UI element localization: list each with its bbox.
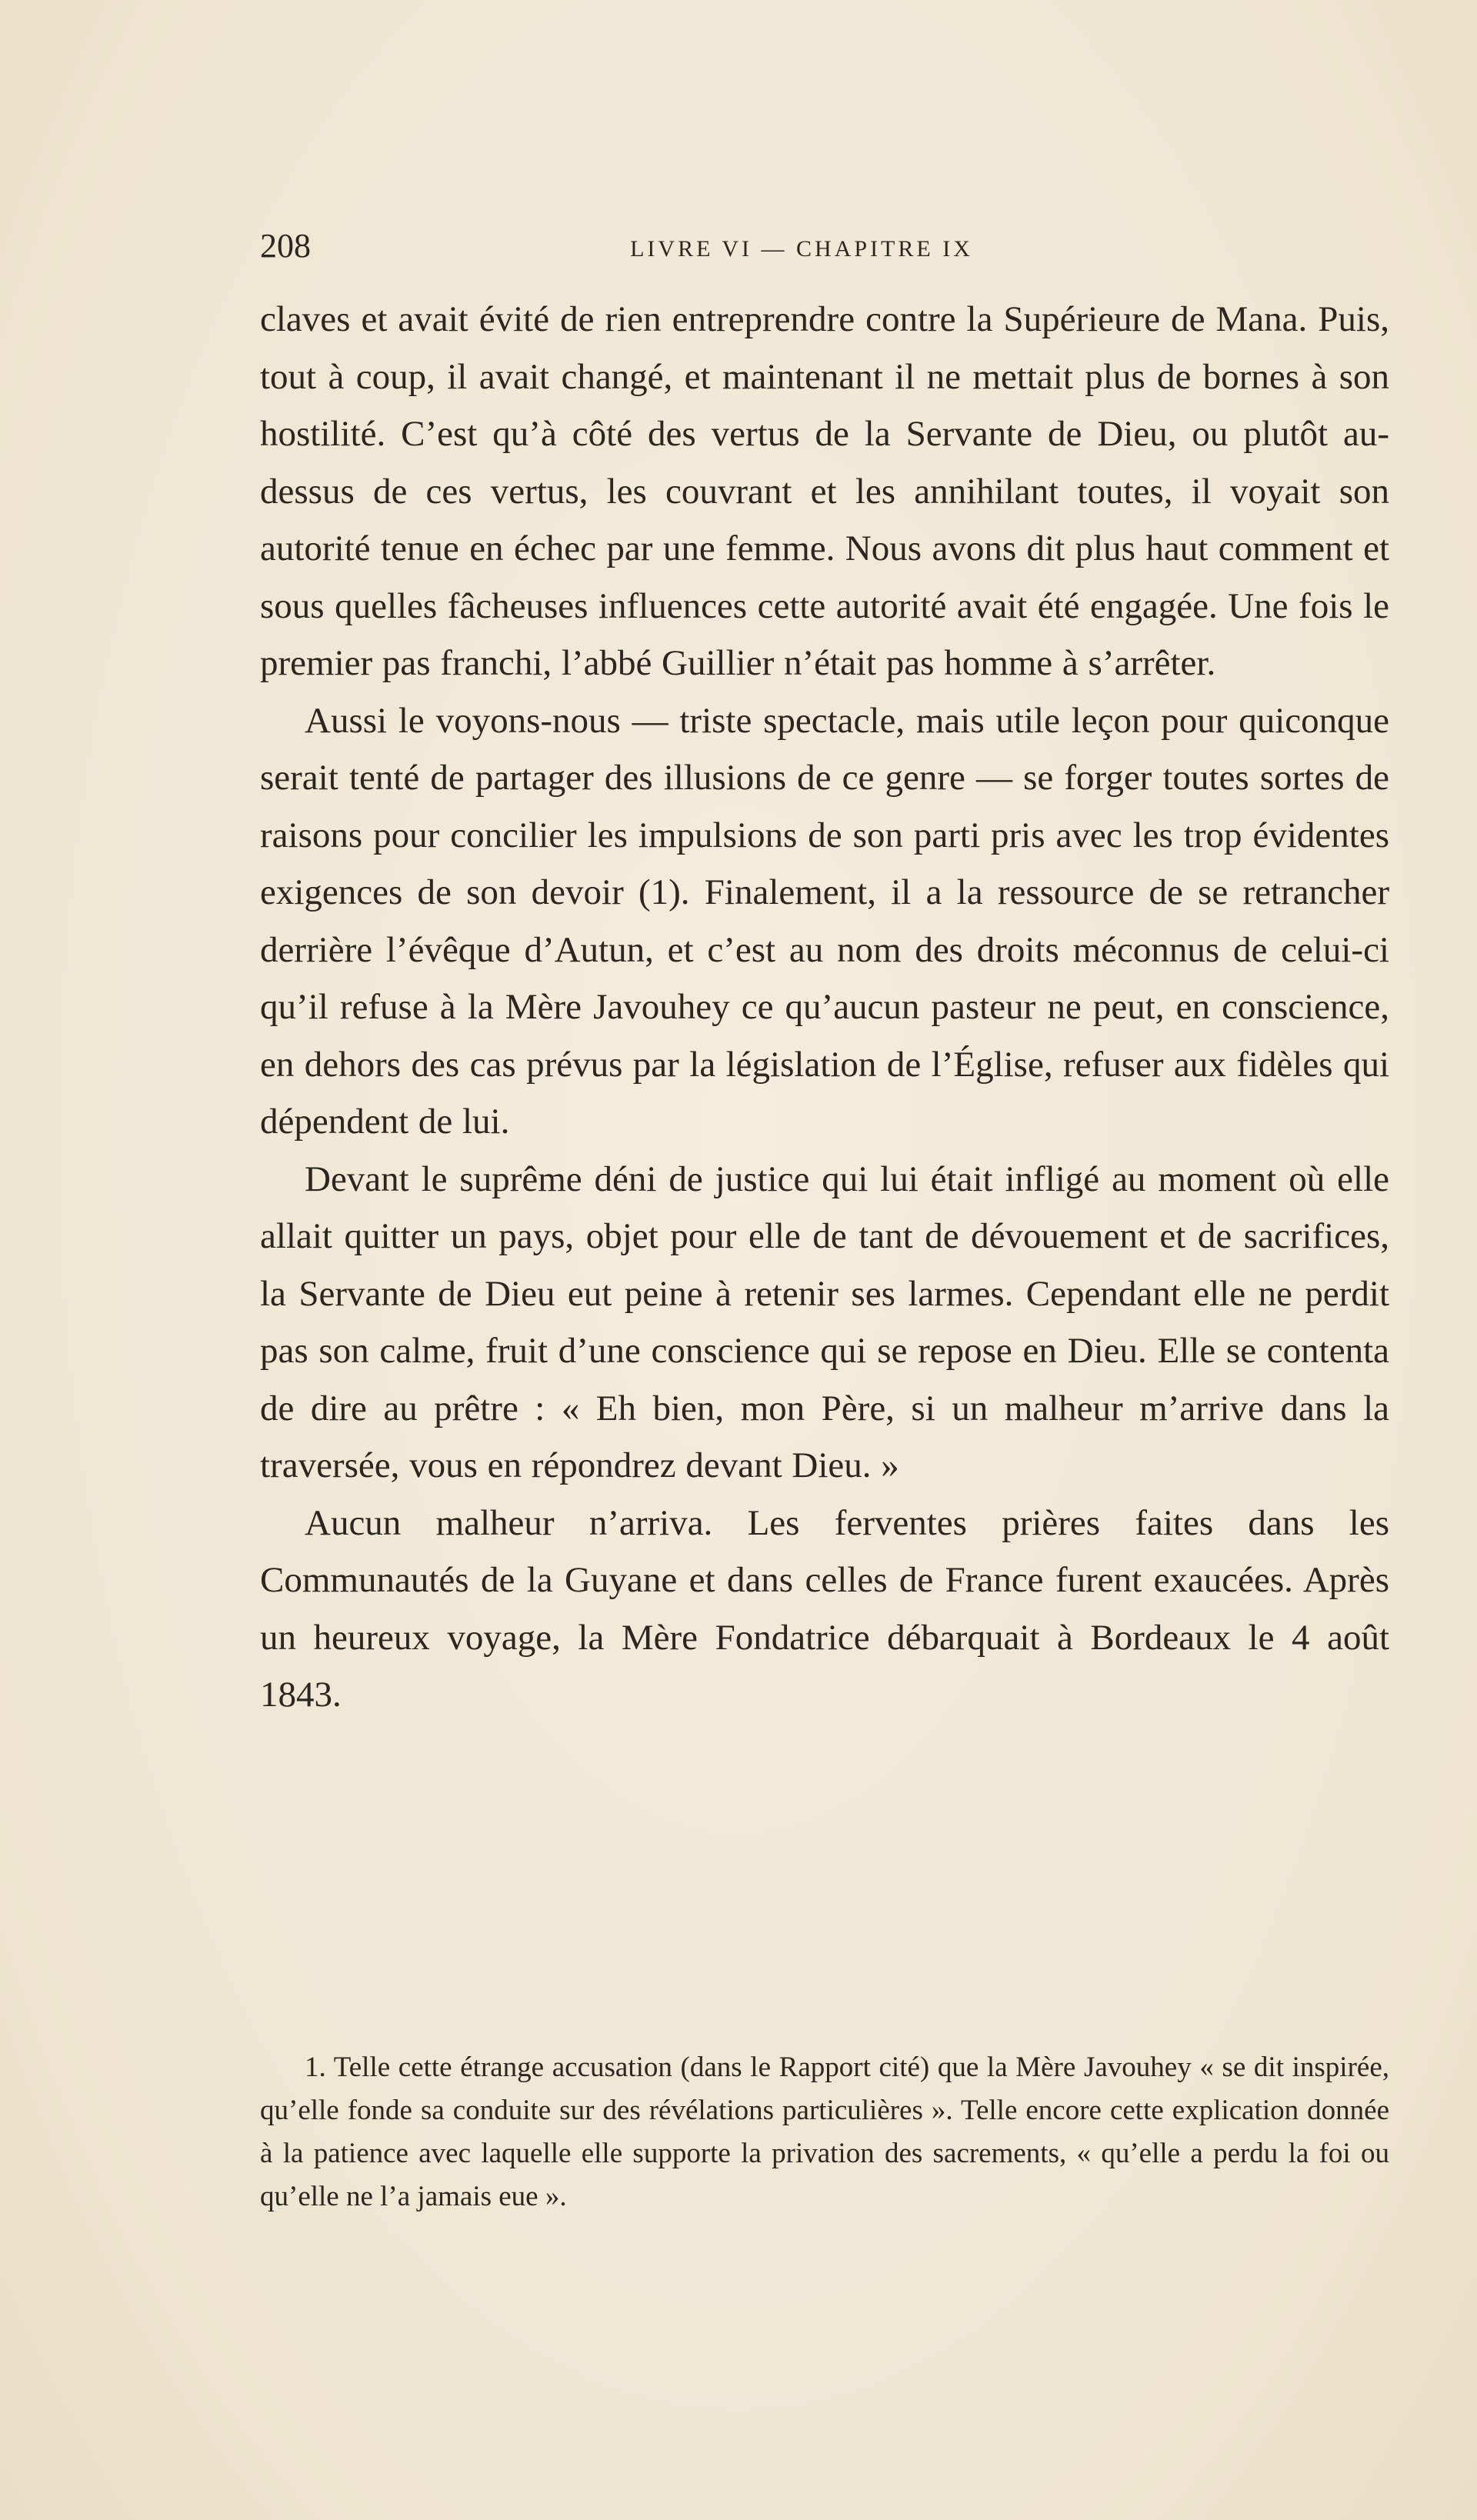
page-number: 208	[260, 227, 311, 265]
page-header	[260, 223, 1389, 269]
paragraph-2: Aussi le voyons-nous — triste spectacle, mais utile leçon pour quiconque serait tenté de partager des illusions de ce genre — se forger toutes sortes de raisons pour concilier les impulsions de son parti pris avec les trop évidentes exigences de son devoir (1). Finalement, il a la ressource de se retrancher derrière l’évêque d’Autun, et c’est au nom des droits méconnus de celui-ci qu’il refuse à la Mère Javouhey ce qu’aucun pasteur ne peut, en conscience, en dehors des cas prévus par la législation de l’Église, refuser aux fidèles qui dépendent de lui.	[260, 700, 1389, 1142]
paragraph-1: claves et avait évité de rien entreprendre contre la Supérieure de Mana. Puis, tout à coup, il avait changé, et maintenant il ne mettait plus de bornes à son hostilité. C’est qu’à côté des vertus de la Servante de Dieu, ou plutôt au-dessus de ces vertus, les couvrant et les annihilant toutes, il voyait son autorité tenue en échec par une femme. Nous avons dit plus haut comment et sous quelles fâcheuses influences cette autorité avait été engagée. Une fois le premier pas franchi, l’abbé Guillier n’était pas homme à s’arrêter.	[260, 299, 1389, 683]
main-text	[260, 291, 1389, 1724]
footnote-1: 1. Telle cette étrange accusation (dans le Rapport cité) que la Mère Javouhey « se dit inspirée, qu’elle fonde sa conduite sur des révélations particulières ». Telle encore cette explication donnée à la patience avec laquelle elle supporte la privation des sacrements, « qu’elle a perdu la foi ou qu’elle ne l’a jamais eue ».	[260, 2052, 1389, 2212]
running-title: LIVRE VI — CHAPITRE IX	[630, 236, 973, 262]
paragraph-4: Aucun malheur n’arriva. Les ferventes prières faites dans les Communautés de la Guyane et dans celles de France furent exaucées. Après un heureux voyage, la Mère Fondatrice débarquait à Bordeaux le 4 août 1843.	[260, 1502, 1389, 1715]
footnotes	[260, 2046, 1389, 2218]
paragraph-3: Devant le suprême déni de justice qui lui était infligé au moment où elle allait quitter un pays, objet pour elle de tant de dévouement et de sacrifices, la Servante de Dieu eut peine à retenir ses larmes. Cependant elle ne perdit pas son calme, fruit d’une conscience qui se repose en Dieu. Elle se contenta de dire au prêtre : « Eh bien, mon Père, si un malheur m’arrive dans la traversée, vous en répondrez devant Dieu. »	[260, 1158, 1389, 1485]
